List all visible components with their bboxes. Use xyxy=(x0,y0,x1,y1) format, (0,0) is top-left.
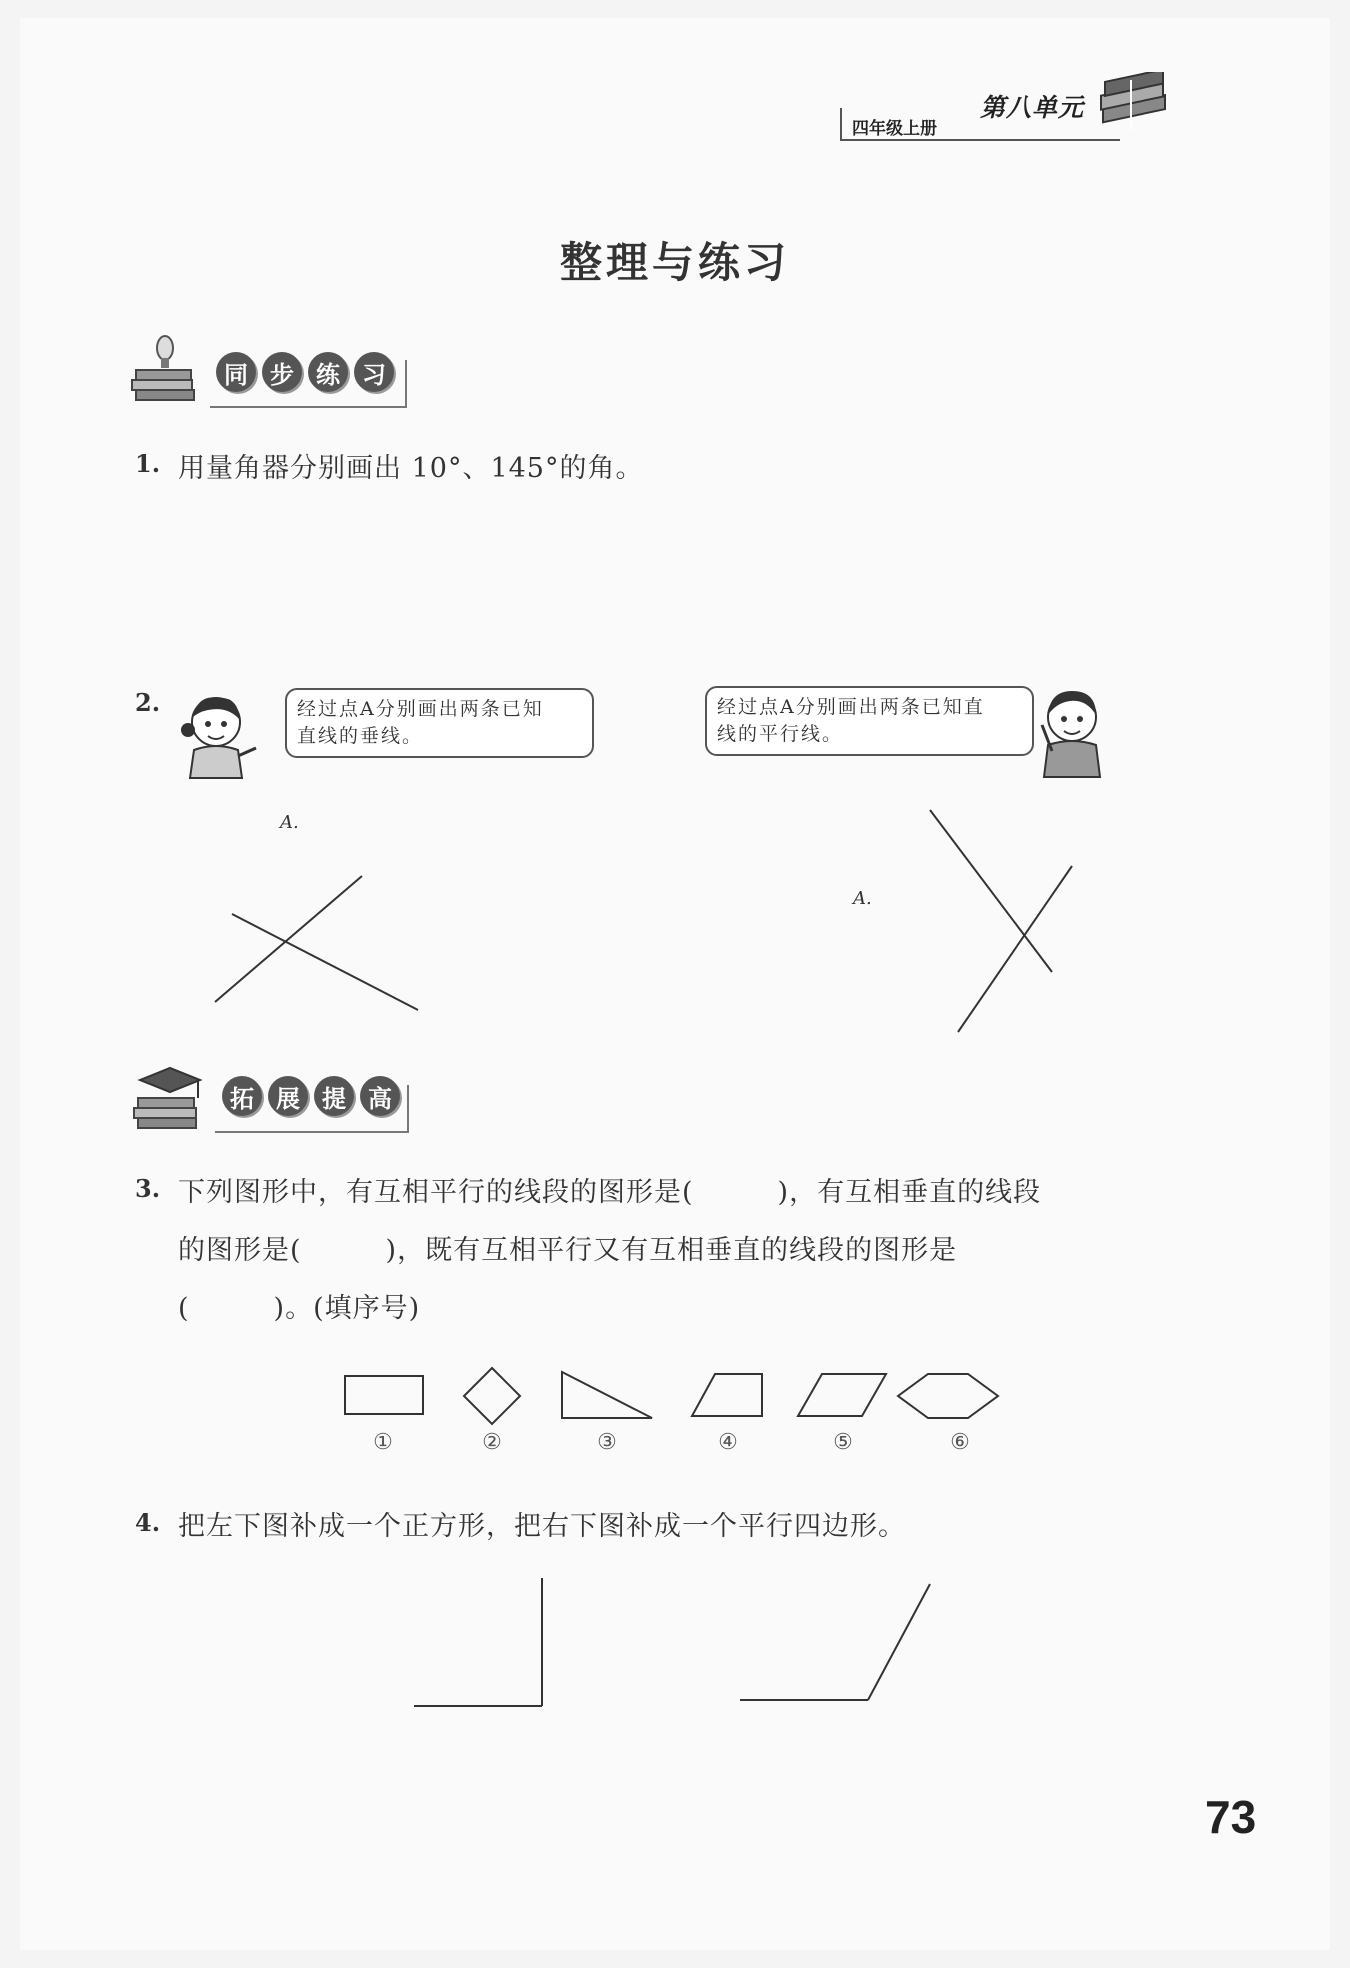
badge-char: 练 xyxy=(308,352,348,392)
question-3-line2: 的图形是( )，既有互相平行又有互相垂直的线段的图形是 xyxy=(178,1235,958,1266)
shape-label: ③ xyxy=(597,1430,617,1455)
intersecting-lines-left xyxy=(200,860,440,1020)
square-partial xyxy=(400,1570,560,1720)
shape-parallelogram xyxy=(798,1374,886,1416)
badge-char: 高 xyxy=(360,1076,400,1116)
shape-hexagon xyxy=(898,1374,998,1418)
badge-char: 展 xyxy=(268,1076,308,1116)
shape-label: ④ xyxy=(718,1430,738,1455)
bubble-right-line1: 经过点A分别画出两条已知直 xyxy=(717,696,985,718)
lamp-books-icon xyxy=(130,330,205,410)
shape-trapezoid xyxy=(692,1374,762,1416)
shape-label: ⑤ xyxy=(833,1430,853,1455)
speech-bubble-left xyxy=(285,688,594,758)
question-3-line3: ( )。(填序号) xyxy=(178,1293,421,1324)
badge-char: 提 xyxy=(314,1076,354,1116)
intersecting-lines-right xyxy=(920,800,1080,1040)
badge-char: 同 xyxy=(216,352,256,392)
section-badge-extension xyxy=(222,1076,400,1116)
shape-row xyxy=(330,1360,1010,1440)
question-2-number: 2. xyxy=(135,688,161,717)
page-title: 整理与练习 xyxy=(559,238,790,287)
point-a-right-label: A. xyxy=(853,888,872,909)
parallelogram-partial xyxy=(730,1570,950,1720)
question-3-line1: 下列图形中，有互相平行的线段的图形是( )，有互相垂直的线段 xyxy=(178,1177,1042,1208)
badge-char: 拓 xyxy=(222,1076,262,1116)
grad-cap-books-icon xyxy=(130,1060,210,1140)
page-number: 73 xyxy=(1205,1791,1257,1843)
boy-icon xyxy=(1030,685,1115,780)
section-badge-sync-practice xyxy=(216,352,394,392)
question-3-number: 3. xyxy=(135,1174,161,1203)
shape-label: ② xyxy=(482,1430,502,1455)
question-4-text: 把左下图补成一个正方形，把右下图补成一个平行四边形。 xyxy=(178,1511,906,1542)
badge-char: 步 xyxy=(262,352,302,392)
shape-rectangle xyxy=(345,1376,423,1414)
bubble-right-line2: 线的平行线。 xyxy=(717,723,844,745)
unit-label: 第八单元 xyxy=(980,93,1085,122)
question-4-number: 4. xyxy=(135,1508,161,1537)
bubble-left-line1: 经过点A分别画出两条已知 xyxy=(297,698,544,720)
header-rule-vertical xyxy=(840,108,842,141)
point-a-left-label: A. xyxy=(280,812,299,833)
header-rule xyxy=(840,139,1120,141)
shape-label: ① xyxy=(373,1430,393,1455)
grade-label: 四年级上册 xyxy=(852,119,937,139)
bubble-left-line2: 直线的垂线。 xyxy=(297,725,424,747)
question-1-text: 用量角器分别画出 10°、145°的角。 xyxy=(178,453,644,484)
books-icon xyxy=(1095,72,1175,147)
girl-icon xyxy=(178,690,263,780)
badge-char: 习 xyxy=(354,352,394,392)
shape-label: ⑥ xyxy=(950,1430,970,1455)
shape-right-triangle xyxy=(562,1372,652,1418)
shape-rhombus xyxy=(464,1368,520,1424)
question-1-number: 1. xyxy=(135,449,161,478)
speech-bubble-right xyxy=(705,686,1034,756)
